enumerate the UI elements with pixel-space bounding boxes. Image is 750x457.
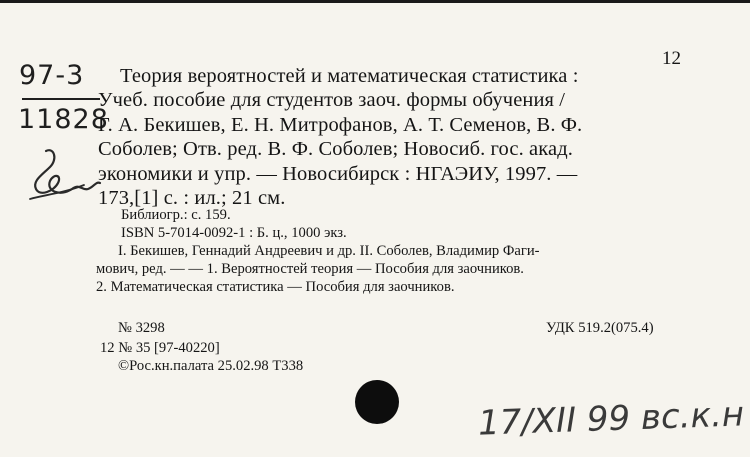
page-number: 12 (662, 48, 681, 69)
registration-number: № 3298 (118, 320, 165, 336)
record-line-subtitle: Учеб. пособие для студентов заоч. формы обучения / (98, 89, 566, 112)
record-line-authors: Г. А. Бекишев, Е. Н. Митрофанов, А. Т. Семенов, В. Ф. (98, 113, 583, 136)
card-number: 12 № 35 [97-40220] (100, 340, 220, 356)
isbn-note: ISBN 5-7014-0092-1 : Б. ц., 1000 экз. (121, 225, 347, 241)
udc-code: УДК 519.2(075.4) (546, 320, 654, 336)
record-line-title: Теория вероятностей и математическая статистика : (120, 65, 579, 87)
card-punch-hole (355, 380, 399, 424)
subject-line: 2. Математическая статистика — Пособия для заочников. (96, 279, 455, 295)
book-chamber-stamp: ©Рос.кн.палата 25.02.98 Т338 (118, 358, 304, 374)
record-line-extent: 173,[1] с. : ил.; 21 см. (98, 187, 286, 210)
call-number-line2: 11828 (18, 104, 109, 135)
subject-line: I. Бекишев, Геннадий Андреевич и др. II. Соболев, Владимир Фаги- (118, 243, 540, 259)
card-top-edge (0, 0, 750, 3)
bibliographic-record (98, 64, 696, 210)
handwritten-signature (24, 145, 102, 207)
subject-line: мович, ред. — — 1. Вероятностей теория — Пособия для заочников. (96, 261, 524, 277)
handwritten-date-note: 17/XII 99 вс.к.н (477, 394, 745, 444)
record-line-publisher: экономики и упр. — Новосибирск : НГАЭИУ, 1997. — (98, 162, 578, 185)
subject-headings (96, 242, 696, 296)
bibliography-note: Библиогр.: с. 159. (121, 207, 231, 223)
call-number-line1: 97-3 (19, 60, 85, 91)
call-number-divider (22, 98, 100, 100)
record-line-editor: Соболев; Отв. ред. В. Ф. Соболев; Новосиб. гос. акад. (98, 138, 573, 161)
